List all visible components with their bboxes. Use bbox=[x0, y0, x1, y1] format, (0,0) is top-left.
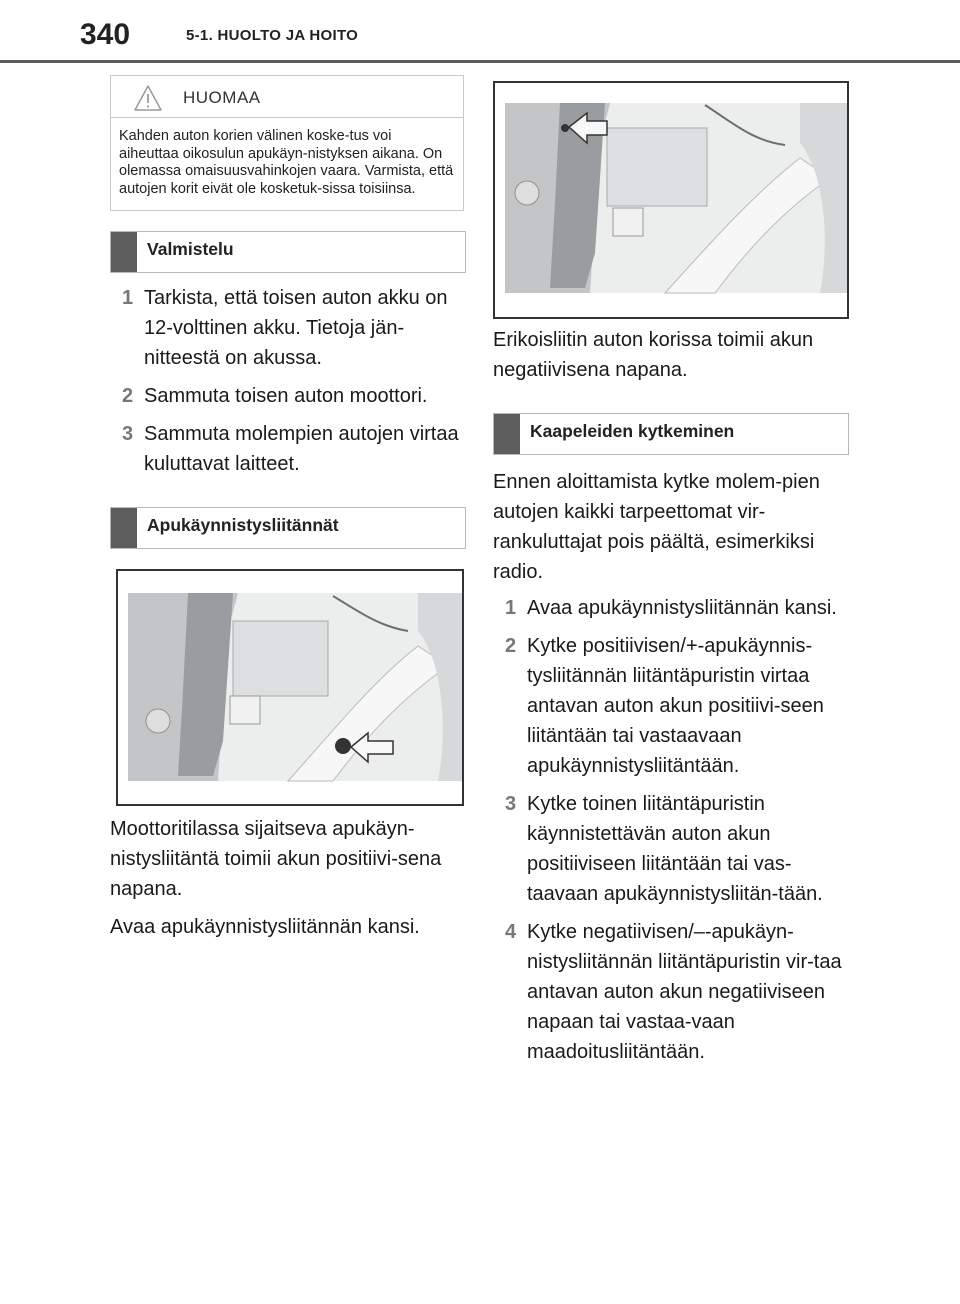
paragraph-open-cover: Avaa apukäynnistysliitännän kansi. bbox=[110, 916, 420, 939]
list-item: 1 Avaa apukäynnistysliitännän kansi. bbox=[505, 597, 837, 619]
list-item: 4 Kytke negatiivisen/–-apukäyn-nistysliitännän liitäntäpuristin vir-taa antavan auton akun negatiiviseen napaan tai vastaa-vaan maadoitusliitäntään. bbox=[505, 921, 842, 1063]
header-divider bbox=[0, 60, 960, 63]
warning-header bbox=[111, 76, 463, 118]
list-item: 3 Kytke toinen liitäntäpuristin käynnistettävän auton akun positiiviseen liitäntään tai vas-taavaan apukäynnistysliitän-tään. bbox=[505, 793, 823, 905]
warning-box bbox=[110, 75, 464, 211]
paragraph-intro: Ennen aloittamista kytke molem-pien autojen kaikki tarpeettomat vir-rankuluttajat pois päältä, esimerkiksi radio. bbox=[493, 471, 820, 583]
engine-bay-photo-ground bbox=[493, 81, 849, 319]
heading-connecting-cables bbox=[493, 413, 849, 455]
preparation-steps bbox=[110, 283, 466, 479]
warning-title: HUOMAA bbox=[183, 88, 261, 107]
engine-bay-photo-positive bbox=[116, 569, 464, 806]
paragraph-jump-point: Moottoritilassa sijaitseva apukäyn-nistysliitäntä toimii akun positiivi-sena napana. bbox=[110, 818, 442, 901]
page-number: 340 bbox=[80, 18, 131, 51]
heading-connecting-cables-label: Kaapeleiden kytkeminen bbox=[530, 421, 735, 441]
left-column bbox=[110, 75, 466, 942]
heading-preparation-label: Valmistelu bbox=[147, 239, 234, 260]
warning-triangle-icon bbox=[133, 84, 163, 112]
list-item: 2 Kytke positiivisen/+-apukäynnis-tysliitännän liitäntäpuristin virtaa antavan auton akun positiivi-seen liitäntään tai vastaavaan apukäynnistysliitäntään. bbox=[505, 635, 824, 777]
heading-preparation bbox=[110, 231, 466, 273]
paragraph-ground-point: Erikoisliitin auton korissa toimii akun negatiivisena napana. bbox=[493, 329, 814, 381]
right-column bbox=[493, 75, 849, 1075]
section-title: 5-1. HUOLTO JA HOITO bbox=[186, 27, 359, 44]
connect-steps bbox=[493, 593, 849, 1067]
list-item: 1 Tarkista, että toisen auton akku on 12-volttinen akku. Tietoja jän-nitteestä on akussa. bbox=[122, 287, 448, 370]
list-item: 3 Sammuta molempien autojen virtaa kuluttavat laitteet. bbox=[122, 423, 459, 476]
warning-text: Kahden auton korien välinen koske-tus voi aiheuttaa oikosulun apukäyn-nistyksen aikana. On olemassa omaisuusvahinkojen vaara. Varmista, että autojen korit eivät ole kosketuk-sissa toisiinsa. bbox=[119, 128, 454, 197]
list-item: 2 Sammuta toisen auton moottori. bbox=[122, 385, 428, 408]
heading-jump-points-label: Apukäynnistysliitännät bbox=[147, 515, 339, 536]
heading-jump-points bbox=[110, 507, 466, 549]
